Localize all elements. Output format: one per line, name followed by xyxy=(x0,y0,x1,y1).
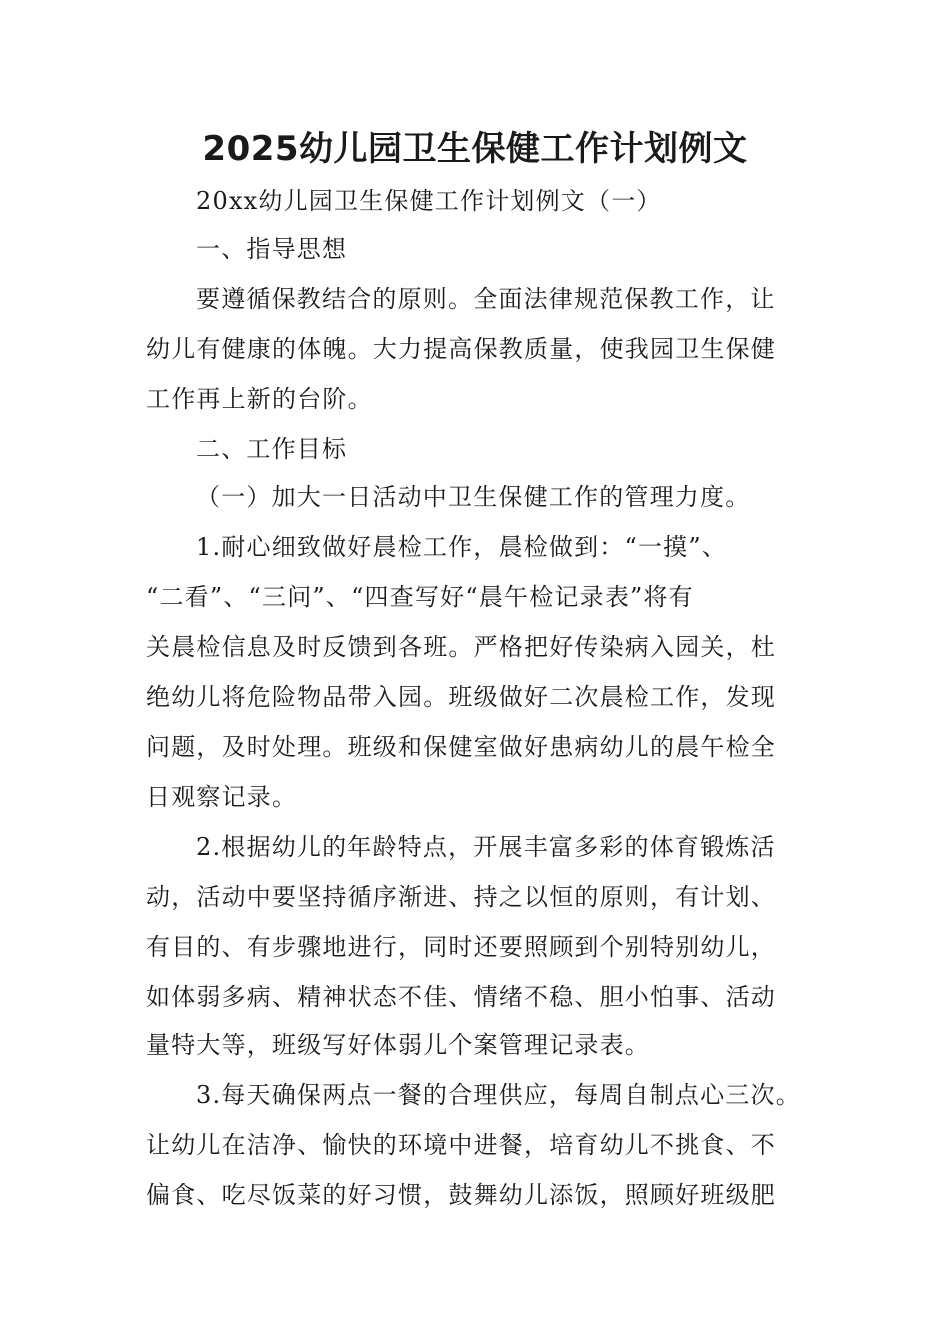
paragraph-line: 3.每天确保两点一餐的合理供应，每周自制点心三次。 xyxy=(196,1081,801,1109)
section-heading-guiding-ideology: 一、指导思想 xyxy=(196,235,348,263)
section-heading-work-goals: 二、工作目标 xyxy=(196,435,348,463)
paragraph-line: 2.根据幼儿的年龄特点，开展丰富多彩的体育锻炼活 xyxy=(196,833,776,861)
paragraph-line: 关晨检信息及时反馈到各班。严格把好传染病入园关，杜 xyxy=(146,633,776,661)
paragraph-line: 问题，及时处理。班级和保健室做好患病幼儿的晨午检全 xyxy=(146,733,776,761)
paragraph-line: 要遵循保教结合的原则。全面法律规范保教工作，让 xyxy=(196,285,776,313)
paragraph-line: 1.耐心细致做好晨检工作，晨检做到：“一摸”、 xyxy=(196,533,728,561)
subtitle-line: 20xx幼儿园卫生保健工作计划例文（一） xyxy=(196,187,662,215)
paragraph-line: 日观察记录。 xyxy=(146,783,298,811)
paragraph-line: 动，活动中要坚持循序渐进、持之以恒的原则，有计划、 xyxy=(146,883,776,911)
subsection-heading: （一）加大一日活动中卫生保健工作的管理力度。 xyxy=(196,483,751,511)
paragraph-line: 工作再上新的台阶。 xyxy=(146,385,373,413)
paragraph-line: 如体弱多病、精神状态不佳、情绪不稳、胆小怕事、活动 xyxy=(146,983,776,1011)
paragraph-line: 偏食、吃尽饭菜的好习惯，鼓舞幼儿添饭，照顾好班级肥 xyxy=(146,1181,776,1209)
paragraph-line: 幼儿有健康的体魄。大力提高保教质量，使我园卫生保健 xyxy=(146,335,776,363)
document-title: 2025幼儿园卫生保健工作计划例文 xyxy=(202,129,748,169)
paragraph-line: 有目的、有步骤地进行，同时还要照顾到个别特别幼儿， xyxy=(146,933,776,961)
paragraph-line: “二看”、“三问”、“四查写好“晨午检记录表”将有 xyxy=(146,583,694,611)
paragraph-line: 让幼儿在洁净、愉快的环境中进餐，培育幼儿不挑食、不 xyxy=(146,1131,776,1159)
paragraph-line: 绝幼儿将危险物品带入园。班级做好二次晨检工作，发现 xyxy=(146,683,776,711)
paragraph-line: 量特大等，班级写好体弱儿个案管理记录表。 xyxy=(146,1031,650,1059)
